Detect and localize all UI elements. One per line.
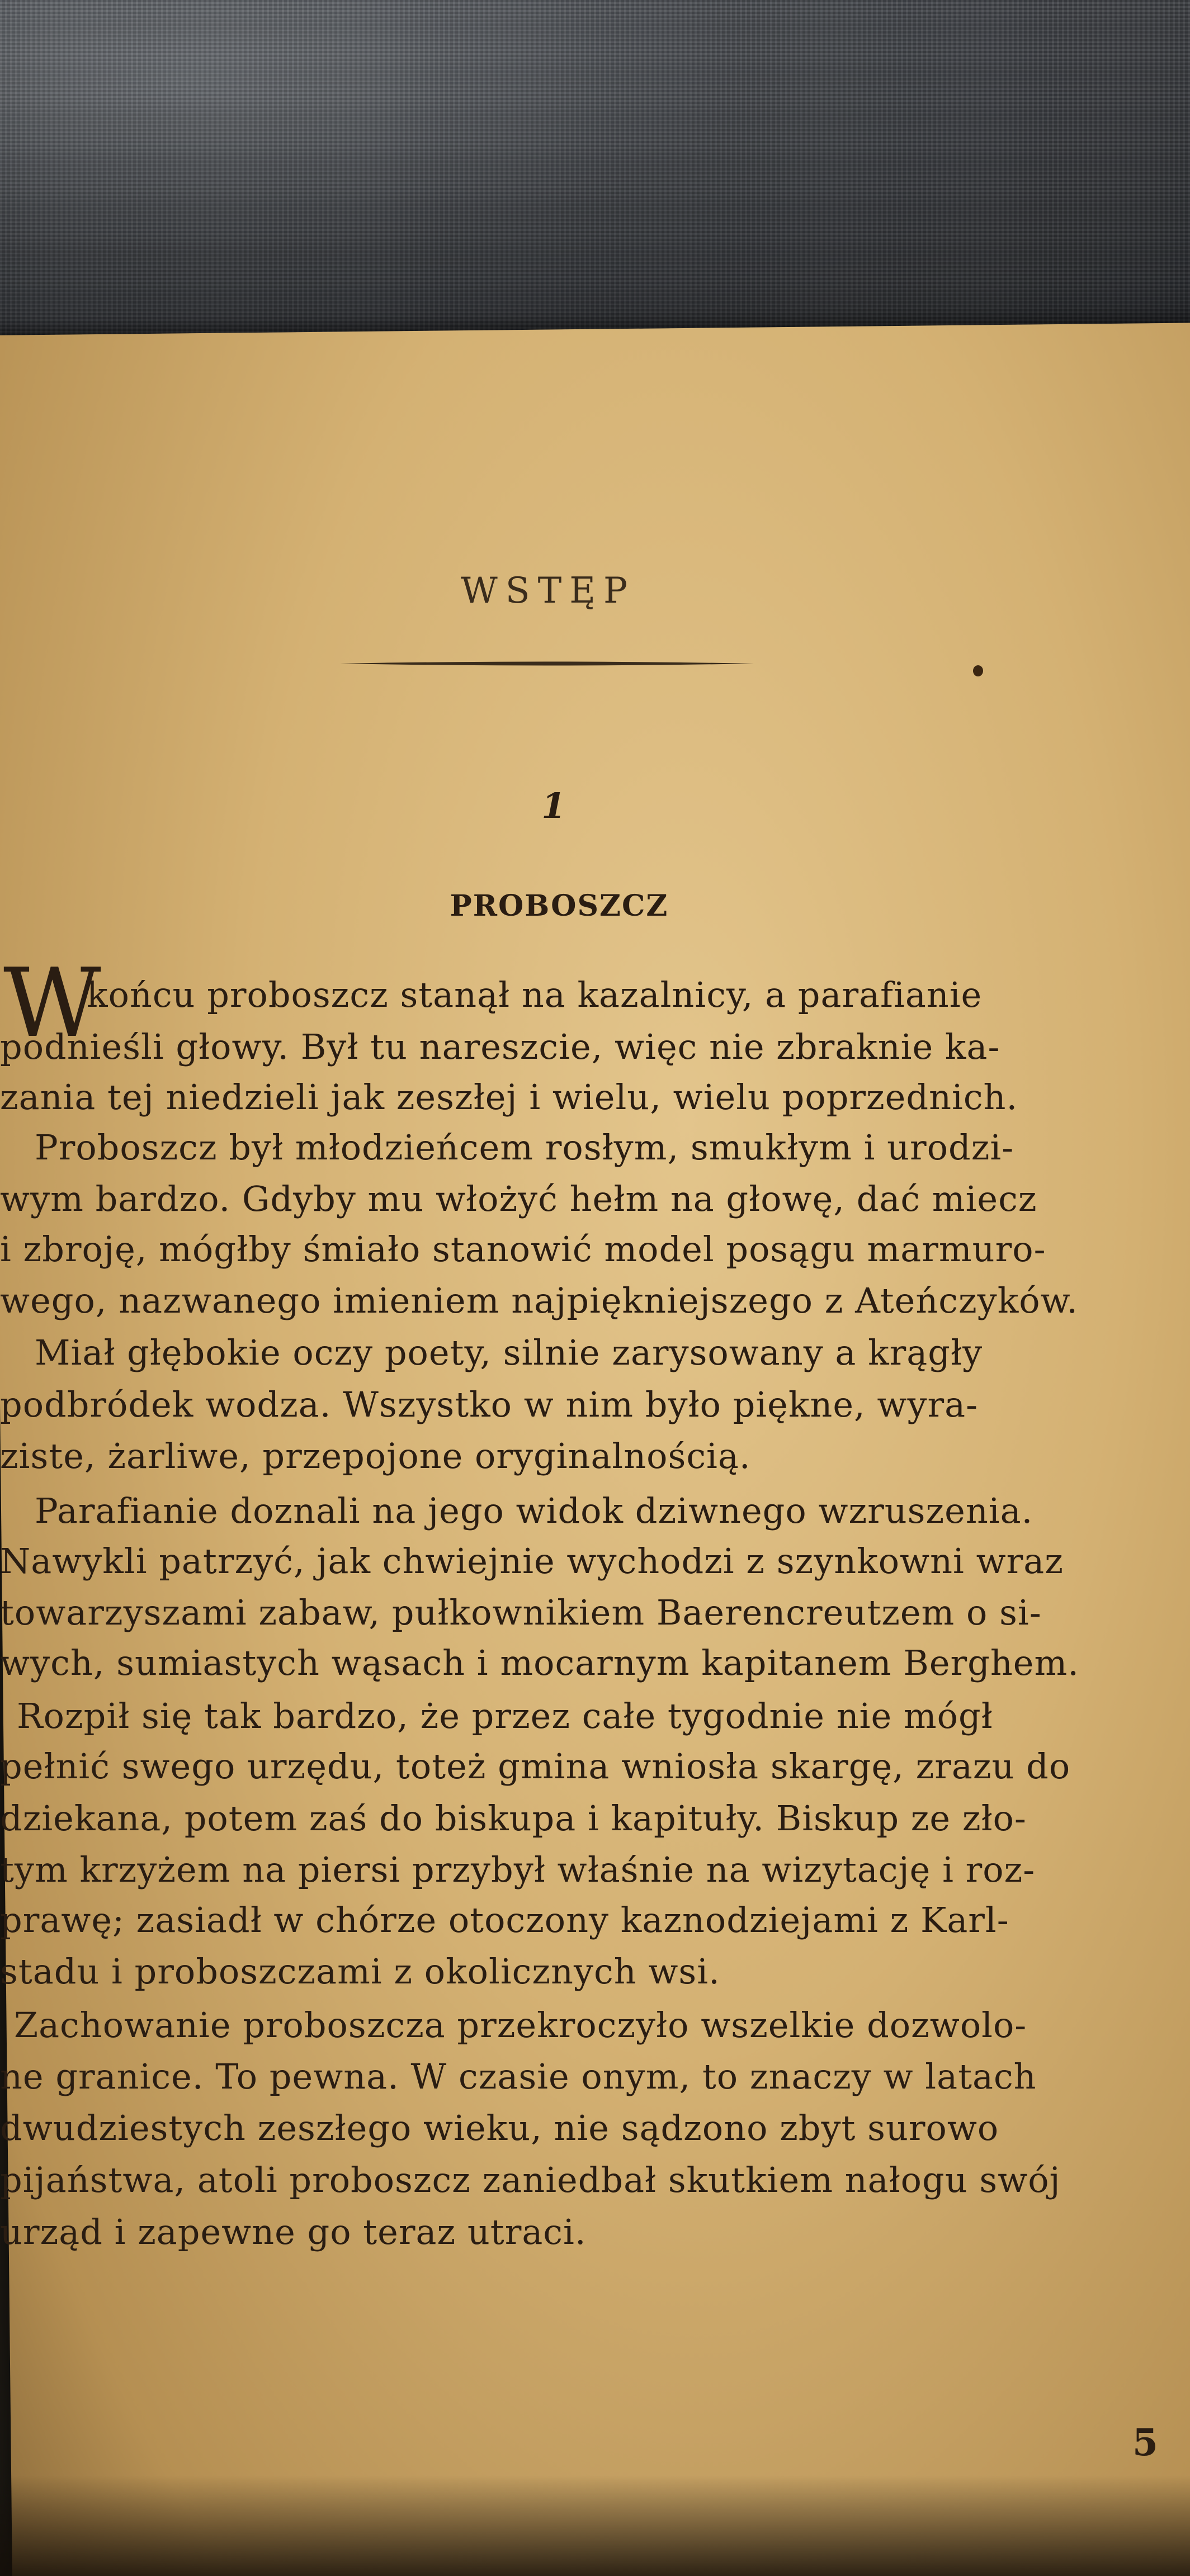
text-line: końcu proboszcz stanął na kazalnicy, a parafianie bbox=[87, 974, 983, 1015]
text-line: wych, sumiastych wąsach i mocarnym kapitanem Berghem. bbox=[0, 1642, 1079, 1683]
ornamental-rule bbox=[340, 660, 754, 667]
text-line: prawę; zasiadł w chórze otoczony kaznodziejami z Karl- bbox=[0, 1900, 1009, 1940]
text-line: podbródek wodza. Wszystko w nim było piękne, wyra- bbox=[0, 1384, 979, 1425]
chapter-title: PROBOSZCZ bbox=[450, 889, 669, 923]
text-line: Zachowanie proboszcza przekroczyło wszelkie dozwolo- bbox=[14, 2005, 1027, 2045]
text-line: wego, nazwanego imieniem najpiękniejszego z Ateńczyków. bbox=[0, 1280, 1079, 1321]
text-line: Parafianie doznali na jego widok dziwnego wzruszenia. bbox=[35, 1490, 1033, 1531]
ink-stain bbox=[973, 665, 983, 676]
text-line: Miał głębokie oczy poety, silnie zarysowany a krągły bbox=[35, 1332, 983, 1373]
text-line: pijaństwa, atoli proboszcz zaniedbał skutkiem nałogu swój bbox=[0, 2160, 1061, 2200]
text-line: Rozpił się tak bardzo, że przez całe tygodnie nie mógł bbox=[17, 1696, 993, 1736]
text-line: towarzyszami zabaw, pułkownikiem Baerencreutzem o si- bbox=[0, 1592, 1042, 1633]
text-line: ziste, żarliwe, przepojone oryginalnością. bbox=[0, 1436, 751, 1476]
text-line: dwudziestych zeszłego wieku, nie sądzono zbyt surowo bbox=[0, 2108, 999, 2148]
text-line: tym krzyżem na piersi przybył właśnie na wizytację i roz- bbox=[0, 1849, 1036, 1890]
text-line: i zbroję, mógłby śmiało stanowić model posągu marmuro- bbox=[0, 1229, 1046, 1270]
text-line: dziekana, potem zaś do biskupa i kapituły. Biskup ze zło- bbox=[0, 1798, 1027, 1839]
text-line: Nawykli patrzyć, jak chwiejnie wychodzi z szynkowni wraz bbox=[0, 1541, 1064, 1581]
text-line: ne granice. To pewna. W czasie onym, to znaczy w latach bbox=[0, 2056, 1037, 2097]
text-line: stadu i proboszczami z okolicznych wsi. bbox=[0, 1951, 720, 1992]
text-line: Proboszcz był młodzieńcem rosłym, smukłym i urodzi- bbox=[35, 1127, 1014, 1168]
chapter-number: 1 bbox=[541, 785, 566, 826]
section-heading: WSTĘP bbox=[460, 570, 636, 612]
text-line: wym bardzo. Gdyby mu włożyć hełm na głowę, dać miecz bbox=[0, 1178, 1037, 1219]
text-line: podnieśli głowy. Był tu nareszcie, więc nie zbraknie ka- bbox=[0, 1026, 1000, 1067]
text-line: urząd i zapewne go teraz utraci. bbox=[0, 2212, 587, 2252]
text-line: pełnić swego urzędu, toteż gmina wniosła skargę, zrazu do bbox=[0, 1746, 1071, 1787]
drop-cap-initial: W bbox=[3, 948, 101, 1059]
page-number: 5 bbox=[1132, 2421, 1158, 2464]
text-line: zania tej niedzieli jak zeszłej i wielu, wielu poprzednich. bbox=[0, 1077, 1018, 1117]
